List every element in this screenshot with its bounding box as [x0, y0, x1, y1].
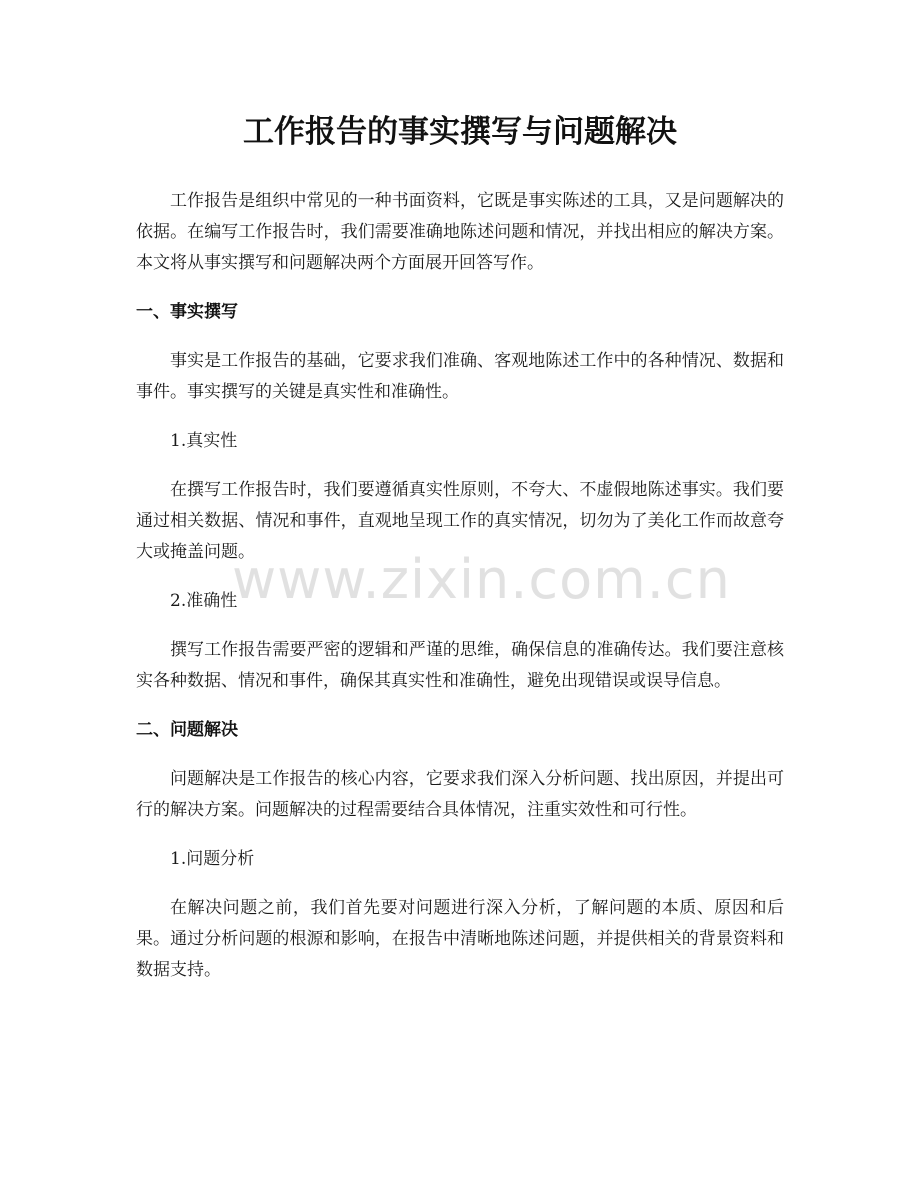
- section-heading-problem-solving: 二、问题解决: [136, 720, 238, 740]
- intro-paragraph: 工作报告是组织中常见的一种书面资料，它既是事实陈述的工具，又是问题解决的依据。在编写工作报告时，我们需要准确地陈述问题和情况，并找出相应的解决方案。本文将从事实撰写和问题解决两个方面展开回答写作。: [136, 191, 784, 273]
- section1-paragraph: 事实是工作报告的基础，它要求我们准确、客观地陈述工作中的各种情况、数据和事件。事实撰写的关键是真实性和准确性。: [136, 351, 784, 402]
- subheading-problem-analysis: 1.问题分析: [170, 849, 255, 869]
- watermark-text: www.zixin.com.cn: [232, 548, 731, 611]
- subheading-accuracy: 2.准确性: [170, 591, 238, 611]
- page-title: 工作报告的事实撰写与问题解决: [243, 114, 677, 150]
- authenticity-paragraph: 在撰写工作报告时，我们要遵循真实性原则，不夸大、不虚假地陈述事实。我们要通过相关数据、情况和事件，直观地呈现工作的真实情况，切勿为了美化工作而故意夸大或掩盖问题。: [136, 480, 784, 562]
- section2-paragraph: 问题解决是工作报告的核心内容，它要求我们深入分析问题、找出原因，并提出可行的解决方案。问题解决的过程需要结合具体情况，注重实效性和可行性。: [136, 769, 784, 820]
- problem-analysis-paragraph: 在解决问题之前，我们首先要对问题进行深入分析，了解问题的本质、原因和后果。通过分析问题的根源和影响，在报告中清晰地陈述问题，并提供相关的背景资料和数据支持。: [136, 898, 784, 980]
- subheading-authenticity: 1.真实性: [170, 431, 238, 451]
- section-heading-fact-writing: 一、事实撰写: [136, 302, 238, 322]
- accuracy-paragraph: 撰写工作报告需要严密的逻辑和严谨的思维，确保信息的准确传达。我们要注意核实各种数据、情况和事件，确保其真实性和准确性，避免出现错误或误导信息。: [136, 640, 784, 691]
